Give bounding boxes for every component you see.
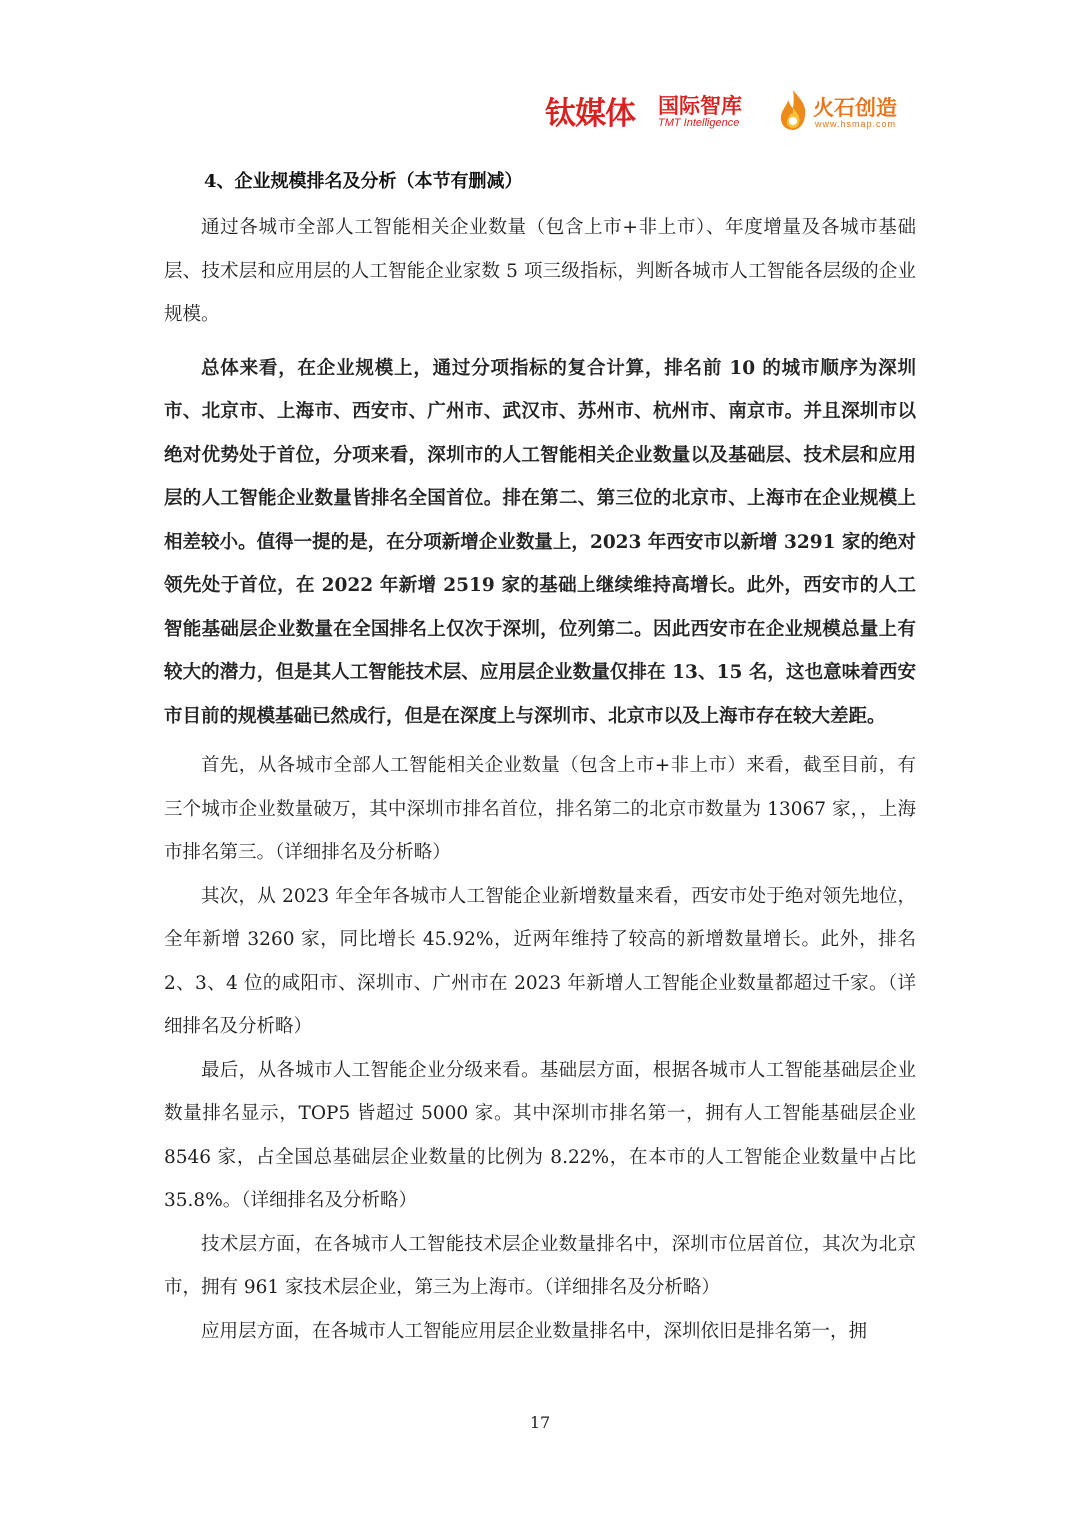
- paragraph-tech-layer: 技术层方面，在各城市人工智能技术层企业数量排名中，深圳市位居首位，其次为北京市，拥有 961 家技术层企业，第三为上海市。（详细排名及分析略）: [164, 1233, 916, 1298]
- paragraph-intro: 通过各城市全部人工智能相关企业数量（包含上市+非上市）、年度增量及各城市基础层、技术层和应用层的人工智能企业家数 5 项三级指标，判断各城市人工智能各层级的企业规模。: [164, 217, 916, 325]
- paragraph-first: 首先，从各城市全部人工智能相关企业数量（包含上市+非上市）来看，截至目前，有三个城市企业数量破万，其中深圳市排名首位，排名第二的北京市数量为 13067 家，，上海市排名第三。（详细排名及分析略）: [164, 755, 916, 863]
- paragraph-last: 最后，从各城市人工智能企业分级来看。基础层方面，根据各城市人工智能基础层企业数量排名显示，TOP5 皆超过 5000 家。其中深圳市排名第一，拥有人工智能基础层企业 8546 家，占全国总基础层企业数量的比例为 8.22%，在本市的人工智能企业数量中占比 35.8%。（详细排名及分析略）: [164, 1059, 916, 1211]
- hsmap-logo: [777, 86, 905, 136]
- paragraph-second: 其次，从 2023 年全年各城市人工智能企业新增数量来看，西安市处于绝对领先地位，全年新增 3260 家，同比增长 45.92%，近两年维持了较高的新增数量增长。此外，排名 2、3、4 位的咸阳市、深圳市、广州市在 2023 年新增人工智能企业数量都超过千家。（详细排名及分析略）: [164, 885, 916, 1037]
- hs-logo-main: 火石创造: [813, 96, 897, 120]
- tmt-logo-en: TMT Intelligence: [658, 117, 740, 129]
- paragraph-app-layer: 应用层方面，在各城市人工智能应用层企业数量排名中，深圳依旧是排名第一，拥: [201, 1320, 868, 1342]
- paragraph-summary: 总体来看，在企业规模上，通过分项指标的复合计算，排名前 10 的城市顺序为深圳市、北京市、上海市、西安市、广州市、武汉市、苏州市、杭州市、南京市。并且深圳市以绝对优势处于首位，分项来看，深圳市的人工智能相关企业数量以及基础层、技术层和应用层的人工智能企业数量皆排名全国首位。排在第二、第三位的北京市、上海市在企业规模上相差较小。值得一提的是，在分项新增企业数量上，2023 年西安市以新增 3291 家的绝对领先处于首位，在 2022 年新增 2519 家的基础上继续维持高增长。此外，西安市的人工智能基础层企业数量在全国排名上仅次于深圳，位列第二。因此西安市在企业规模总量上有较大的潜力，但是其人工智能技术层、应用层企业数量仅排在 13、15 名，这也意味着西安市目前的规模基础已然成行，但是在深度上与深圳市、北京市以及上海市存在较大差距。: [164, 357, 916, 727]
- section-title: 4、企业规模排名及分析（本节有删减）: [204, 171, 523, 192]
- tmt-logo-sub: 国际智库: [658, 94, 742, 118]
- tmt-intelligence-logo: [545, 88, 750, 134]
- page-number: 17: [529, 1413, 551, 1432]
- tmt-logo-main: 钛媒体: [545, 96, 635, 132]
- document-body: [164, 166, 916, 1353]
- hs-logo-url: www.hsmap.com: [815, 119, 897, 129]
- page-header: [545, 86, 905, 136]
- flame-icon: [777, 88, 809, 132]
